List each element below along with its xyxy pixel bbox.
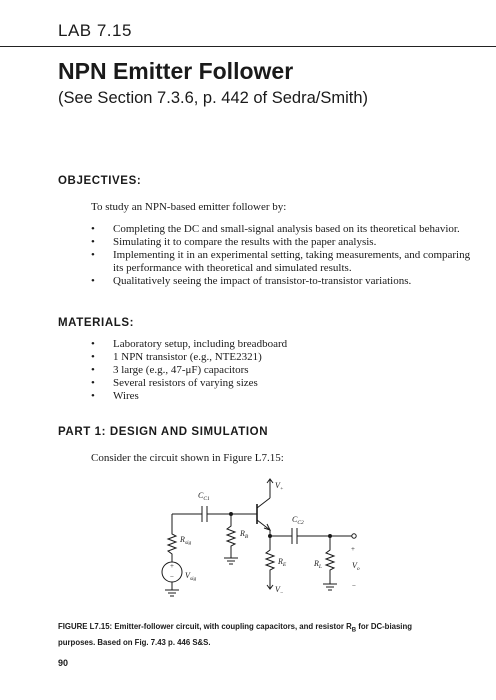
rb-resistor [227, 514, 235, 558]
rl-label: $R_L$ [314, 559, 322, 570]
rl-resistor [326, 536, 334, 584]
list-item: • Simulating it to compare the results with the paper analysis. [91, 236, 377, 248]
list-item: • Qualitatively seeing the impact of transistor-to-transistor variations. [91, 275, 412, 287]
figure-caption: FIGURE L7.15: Emitter-follower circuit, with coupling capacitors, and resistor $R_B$ for DC-biasing purposes. Based on Fig. 7.43 p. 446 S&S. [58, 622, 412, 647]
materials-heading: MATERIALS: [58, 317, 135, 329]
materials-list [91, 338, 471, 403]
output-plus: + [351, 545, 355, 553]
page-subtitle: (See Section 7.3.6, p. 442 of Sedra/Smith) [58, 89, 369, 107]
re-resistor [266, 536, 274, 580]
list-item: • Implementing it in an experimental setting, taking measurements, and comparing its performance with theoretical and simulated results. [91, 249, 471, 274]
list-item: • Wires [91, 390, 139, 402]
rb-label: $R_B$ [240, 529, 249, 540]
vminus-label: $V_-$ [275, 585, 284, 596]
cc2-label: $C_{C2}$ [292, 515, 304, 526]
rsig-resistor [168, 514, 176, 562]
source-plus: + [170, 562, 174, 570]
source-minus: − [170, 573, 174, 581]
vo-label: $V_o$ [352, 561, 360, 572]
vplus-label: $V_+$ [275, 481, 284, 492]
output-terminal [352, 534, 356, 538]
page-number: 90 [58, 658, 69, 668]
objectives-intro: To study an NPN-based emitter follower by: [91, 201, 287, 213]
list-item: • Several resistors of varying sizes [91, 377, 258, 389]
rsig-label: $R_{sig}$ [180, 535, 192, 546]
objectives-list [91, 223, 471, 288]
list-item: • 1 NPN transistor (e.g., NTE2321) [91, 351, 262, 363]
cc1-label: $C_{C1}$ [198, 491, 210, 502]
emitter-follower-circuit-diagram [140, 478, 380, 618]
lab-label: LAB 7.15 [58, 21, 132, 40]
part1-heading: PART 1: DESIGN AND SIMULATION [58, 426, 269, 438]
page-title: NPN Emitter Follower [58, 58, 294, 84]
output-minus: − [352, 582, 356, 590]
part1-intro: Consider the circuit shown in Figure L7.15: [91, 452, 284, 464]
objectives-heading: OBJECTIVES: [58, 175, 142, 187]
header-rule [0, 46, 496, 47]
list-item: • Completing the DC and small-signal analysis based on its theoretical behavior. [91, 223, 460, 235]
re-label: $R_E$ [278, 557, 287, 568]
list-item: • 3 large (e.g., 47-μF) capacitors [91, 364, 249, 376]
vsig-label: $V_{sig}$ [185, 571, 197, 582]
list-item: • Laboratory setup, including breadboard [91, 338, 288, 350]
